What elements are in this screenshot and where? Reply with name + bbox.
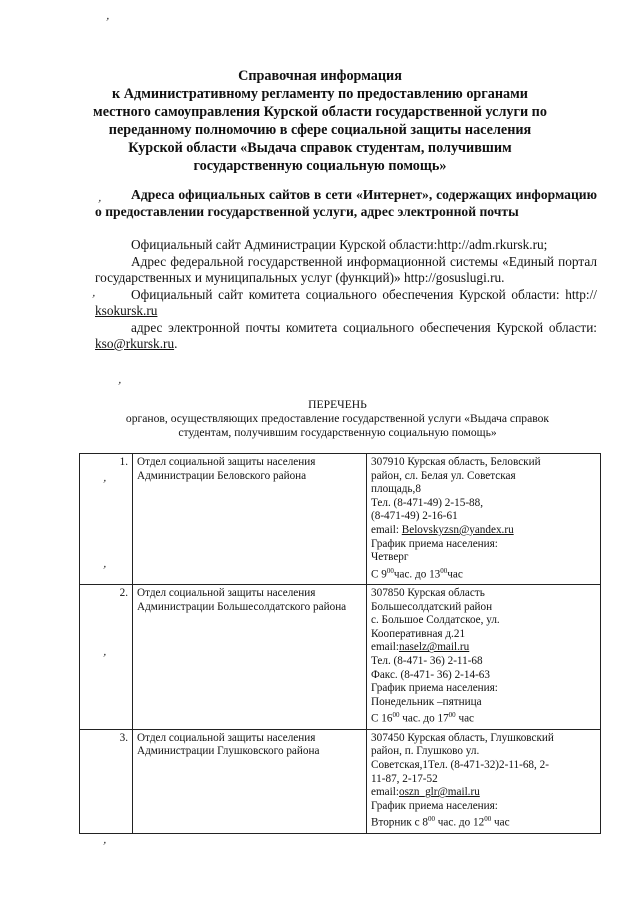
phone-line: (8-471-49) 2-16-61 bbox=[371, 510, 458, 523]
hours-to-minutes: 00 bbox=[440, 566, 448, 575]
email-line bbox=[371, 524, 596, 538]
hours-from: С 9 bbox=[371, 568, 387, 581]
committee-email-text: адрес электронной почты комитета социального обеспечения Курской области: bbox=[131, 320, 597, 335]
address-line: Кооперативная д.21 bbox=[371, 627, 466, 640]
hours-to: час. до 12 bbox=[434, 817, 485, 830]
heading-line-6: государственную социальную помощь» bbox=[193, 158, 447, 174]
row-number: 1. bbox=[80, 454, 133, 585]
heading-line-5: Курской области «Выдача справок студентам, получившим bbox=[128, 140, 512, 156]
hours-unit: час bbox=[455, 713, 475, 726]
committee-site-text: Официальный сайт комитета социального обеспечения Курской области: http:// bbox=[131, 287, 597, 302]
paragraph-committee-site bbox=[95, 287, 597, 319]
hours-to-minutes: 00 bbox=[484, 815, 492, 824]
organization-name: Отдел социальной защиты населения Администрации Глушковского района bbox=[133, 729, 367, 833]
list-subtitle-line-2: студентам, получившим государственную социальную помощь» bbox=[178, 426, 497, 439]
paragraph-gosuslugi: Адрес федеральной государственной информационной системы «Единый портал государственных и муниципальных услуг (функций)» http://gosuslugi.ru. bbox=[95, 254, 597, 285]
paragraph-committee-email bbox=[95, 320, 597, 352]
email-link[interactable]: Belovskyzsn@yandex.ru bbox=[401, 523, 514, 536]
hours-from-minutes: 00 bbox=[392, 711, 400, 720]
scan-mark: , bbox=[97, 190, 104, 204]
table-row bbox=[80, 454, 601, 585]
email-link[interactable]: oszn_glr@mail.ru bbox=[398, 786, 480, 799]
scan-mark: , bbox=[117, 372, 124, 386]
schedule-line: Понедельник –пятница bbox=[371, 695, 482, 708]
schedule-line: График приема населения: bbox=[371, 537, 498, 550]
scan-mark: , bbox=[105, 8, 112, 22]
hours-from-minutes: 00 bbox=[427, 815, 435, 824]
committee-site-link[interactable]: ksokursk.ru bbox=[95, 303, 158, 318]
email-line bbox=[371, 641, 596, 655]
phone-line: Тел. (8-471- 36) 2-11-68 bbox=[371, 655, 483, 668]
hours-line bbox=[371, 813, 596, 830]
fax-line: Факс. (8-471- 36) 2-14-63 bbox=[371, 668, 490, 681]
organization-contacts bbox=[367, 454, 601, 585]
organization-name: Отдел социальной защиты населения Администрации Беловского района bbox=[133, 454, 367, 585]
phone-line: 11-87, 2-17-52 bbox=[371, 772, 438, 785]
committee-email-suffix: . bbox=[174, 336, 178, 351]
hours-to: час. до 17 bbox=[399, 713, 449, 726]
address-line: район, п. Глушково ул. bbox=[371, 745, 480, 758]
email-label: email: bbox=[371, 786, 399, 799]
email-link[interactable]: naselz@mail.ru bbox=[398, 641, 470, 654]
organizations-table bbox=[79, 453, 601, 834]
list-subtitle-line-1: органов, осуществляющих предоставление государственной услуги «Выдача справок bbox=[125, 412, 550, 425]
address-line: 307910 Курская область, Беловский bbox=[371, 456, 541, 468]
hours-unit: час bbox=[491, 817, 510, 830]
heading-line-4: переданному полномочию в сфере социальной защиты населения bbox=[108, 122, 532, 138]
schedule-line: График приема населения: bbox=[371, 799, 498, 812]
scan-mark: , bbox=[91, 285, 98, 299]
heading-line-2: к Административному регламенту по предоставлению органами bbox=[112, 86, 528, 102]
document-heading bbox=[90, 67, 550, 175]
heading-line-3: местного самоуправления Курской области государственной услуги по bbox=[93, 104, 547, 120]
table-row bbox=[80, 585, 601, 730]
organization-name: Отдел социальной защиты населения Администрации Большесолдатского района bbox=[133, 585, 367, 730]
address-line: район, сл. Белая ул. Советская bbox=[371, 469, 516, 482]
address-line: Советская,1Тел. (8-471-32)2-11-68, 2- bbox=[371, 758, 549, 771]
row-number: 3. bbox=[80, 729, 133, 833]
committee-email-link[interactable]: kso@rkursk.ru bbox=[95, 336, 175, 351]
address-line: 307450 Курская область, Глушковский bbox=[371, 731, 554, 744]
hours-line bbox=[371, 565, 596, 582]
address-line: 307850 Курская область bbox=[371, 587, 485, 600]
schedule-line: Четверг bbox=[371, 551, 409, 564]
email-line bbox=[371, 786, 596, 800]
list-title: ПЕРЕЧЕНЬ bbox=[308, 398, 367, 411]
section-title: Адреса официальных сайтов в сети «Интернет», содержащих информацию о предоставлении государственной услуги, адрес электронной почты bbox=[95, 187, 597, 219]
hours-from: С 16 bbox=[371, 713, 393, 726]
address-line: Большесолдатский район bbox=[371, 600, 493, 613]
heading-line-1: Справочная информация bbox=[238, 68, 402, 84]
hours-line bbox=[371, 709, 596, 726]
scan-mark: , bbox=[102, 644, 109, 658]
scan-mark: , bbox=[102, 832, 109, 846]
scan-mark: , bbox=[102, 470, 109, 484]
hours-to: час. до 13 bbox=[393, 568, 441, 581]
organization-contacts bbox=[367, 729, 601, 833]
paragraph-admin-site: Официальный сайт Администрации Курской области:http://adm.rkursk.ru; bbox=[131, 237, 548, 252]
phone-line: Тел. (8-471-49) 2-15-88, bbox=[371, 496, 484, 509]
schedule-line: График приема населения: bbox=[371, 682, 498, 695]
email-label: email: bbox=[371, 523, 402, 536]
hours-from: Вторник с 8 bbox=[371, 817, 428, 830]
organization-contacts bbox=[367, 585, 601, 730]
row-number: 2. bbox=[80, 585, 133, 730]
email-label: email: bbox=[371, 641, 399, 654]
scan-mark: , bbox=[102, 556, 109, 570]
hours-to-minutes: 00 bbox=[448, 711, 456, 720]
table-row bbox=[80, 729, 601, 833]
address-line: площадь,8 bbox=[371, 483, 421, 496]
hours-unit: час bbox=[447, 568, 463, 581]
address-line: с. Большое Солдатское, ул. bbox=[371, 614, 500, 627]
hours-from-minutes: 00 bbox=[386, 566, 394, 575]
